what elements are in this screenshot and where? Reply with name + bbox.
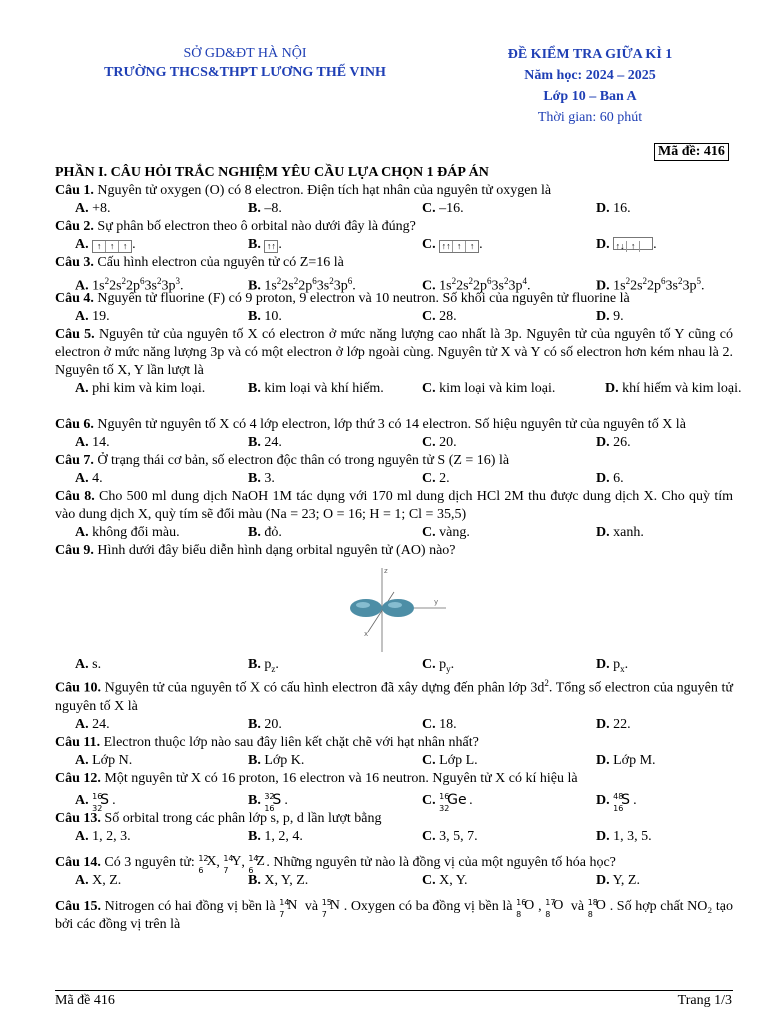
orbital-box-a: ↑ ↑ ↑ [92,240,132,253]
question-14: Câu 14. Có 3 nguyên tử: 12 6 X , 14 7 Y , 14 6 Z . Những nguyên tử nào là đồng vị của một nguyên tố hóa học? [55,853,616,875]
question-5: Câu 5. Nguyên tử của nguyên tố X có electron ở mức năng lượng cao nhất là 3p. Nguyên tử của nguyên tố Y cũng có electron ở mức năng lượng 3p và có một electron ở lớp ngoài cùng. Nguyên tử X và Y có số electron hơn kém nhau là 2. Nguyên tố X, Y lần lượt là [55,327,733,378]
svg-text:z: z [384,567,388,575]
question-1-options: A. +8. B. –8. C. –16. D. 16. [75,201,631,216]
p-orbital-icon [338,564,458,656]
question-6: Câu 6. Nguyên tử nguyên tố X có 4 lớp electron, lớp thứ 3 có 14 electron. Số hiệu nguyên tử của nguyên tố X là [55,417,686,432]
question-5-options: A. phi kim và kim loại. B. kim loại và khí hiếm. C. kim loại và kim loại. D. khí hiếm và kim loại. [75,381,742,396]
question-11: Câu 11. Electron thuộc lớp nào sau đây liên kết chặt chẽ với hạt nhân nhất? [55,734,479,750]
footer-exam-code: Mã đề 416 [55,993,115,1008]
orbital-box-d: ↑↓ ↑ [613,237,653,250]
question-7-options: A. 4. B. 3. C. 2. D. 6. [75,471,624,486]
question-3: Câu 3. Cấu hình electron của nguyên tử có Z=16 là [55,255,344,270]
question-10: Câu 10. Nguyên tử của nguyên tố X có cấu hình electron đã xây dựng đến phân lớp $3d^2$. Tổng số electron của nguyên tử nguyên tố X là [55,678,733,714]
question-15: Câu 15. Nitrogen có hai đồng vị bền là 14 7 N và 15 7 N . Oxygen có ba đồng vị bền là 16 8 O , 17 8 O và 18 8 O . Số hợp chất NO₂ tạo bởi các đồng vị trên là [55,897,733,932]
exam-content [55,162,742,934]
orbital-box-c: ↑↑ ↑ ↑ [439,240,479,253]
question-4-options: A. 19. B. 10. C. 28. D. 9. [75,309,624,324]
question-9: Câu 9. Hình dưới đây biểu diễn hình dạng orbital nguyên tử (AO) nào? [55,543,456,558]
question-3-options: A. $1s^22s^22p^63s^23p^3$. B. $1s^22s^22p^63s^23p^6$. C. $1s^22s^22p^63s^23p^4$. D. $1s^22s^22p^63s^23p^5$. [75,276,705,294]
exam-code: Mã đề: 416 [654,143,729,161]
duration: Thời gian: 60 phút [537,110,643,125]
question-1: Câu 1. Nguyên tử oxygen (O) có 8 electron. Điện tích hạt nhân của nguyên tử oxygen là [55,183,552,198]
question-12: Câu 12. Một nguyên tử X có 16 proton, 16 electron và 16 neutron. Nguyên tử X có kí hiệu là [55,770,578,786]
exam-title: ĐỀ KIỂM TRA GIỮA KÌ 1 [507,47,673,62]
svg-text:y: y [434,598,439,606]
question-6-options: A. 14. B. 24. C. 20. D. 26. [75,435,631,450]
question-12-options: A. 16 32 S . B. 32 16 S . C. 16 32 Ge . D. 48 16 S . [75,791,637,813]
question-11-options: A. Lớp N. B. Lớp K. C. Lớp L. D. Lớp M. [75,752,656,768]
question-13-options: A. 1, 2, 3. B. 1, 2, 4. C. 3, 5, 7. D. 1, 3, 5. [75,828,652,844]
question-10-options: A. 24. B. 20. C. 18. D. 22. [75,716,631,732]
question-14-options: A. X, Z. B. X, Y, Z. C. X, Y. D. Y, Z. [75,872,640,888]
footer-divider [55,990,733,991]
question-2-options: A. ↑ ↑ ↑ . B. ↑↑ . C. ↑↑ ↑ ↑ . D. ↑↓ ↑ . [75,237,657,252]
section-title: PHẦN I. CÂU HỎI TRẮC NGHIỆM YÊU CẦU LỰA CHỌN 1 ĐÁP ÁN [55,165,489,180]
school-name: TRƯỜNG THCS&THPT LƯƠNG THẾ VINH [104,65,386,80]
question-4: Câu 4. Nguyên tử fluorine (F) có 9 proton, 9 electron và 10 neutron. Số khối của nguyên tử fluorine là [55,291,630,306]
question-2: Câu 2. Sự phân bố electron theo ô orbital nào dưới đây là đúng? [55,219,416,234]
question-13: Câu 13. Số orbital trong các phân lớp s, p, d lần lượt bằng [55,810,382,826]
svg-text:x: x [364,630,369,638]
school-year: Năm học: 2024 – 2025 [524,68,656,83]
header-left [60,44,430,82]
question-8: Câu 8. Cho 500 ml dung dịch NaOH 1M tác dụng với 170 ml dung dịch HCl 2M thu được dung dịch X. Cho quỳ tím vào dung dịch X, quỳ tím sẽ đổi màu (Na = 23; O = 16; H = 1; Cl = 35,5) [55,489,734,522]
question-7: Câu 7. Ở trạng thái cơ bản, số electron độc thân có trong nguyên tử S (Z = 16) là [55,453,510,468]
question-8-options: A. không đổi màu. B. đỏ. C. vàng. D. xanh. [75,525,644,540]
department-name: SỞ GD&ĐT HÀ NỘI [183,46,307,61]
orbital-figure [55,560,733,656]
class-label: Lớp 10 – Ban A [543,89,637,104]
header-right [450,44,730,128]
orbital-box-b: ↑↑ [264,240,278,253]
question-9-options: A. s. B. $p_z$. C. $p_y$. D. $p_x$. [75,657,629,674]
footer-page-number: Trang 1/3 [677,993,732,1008]
